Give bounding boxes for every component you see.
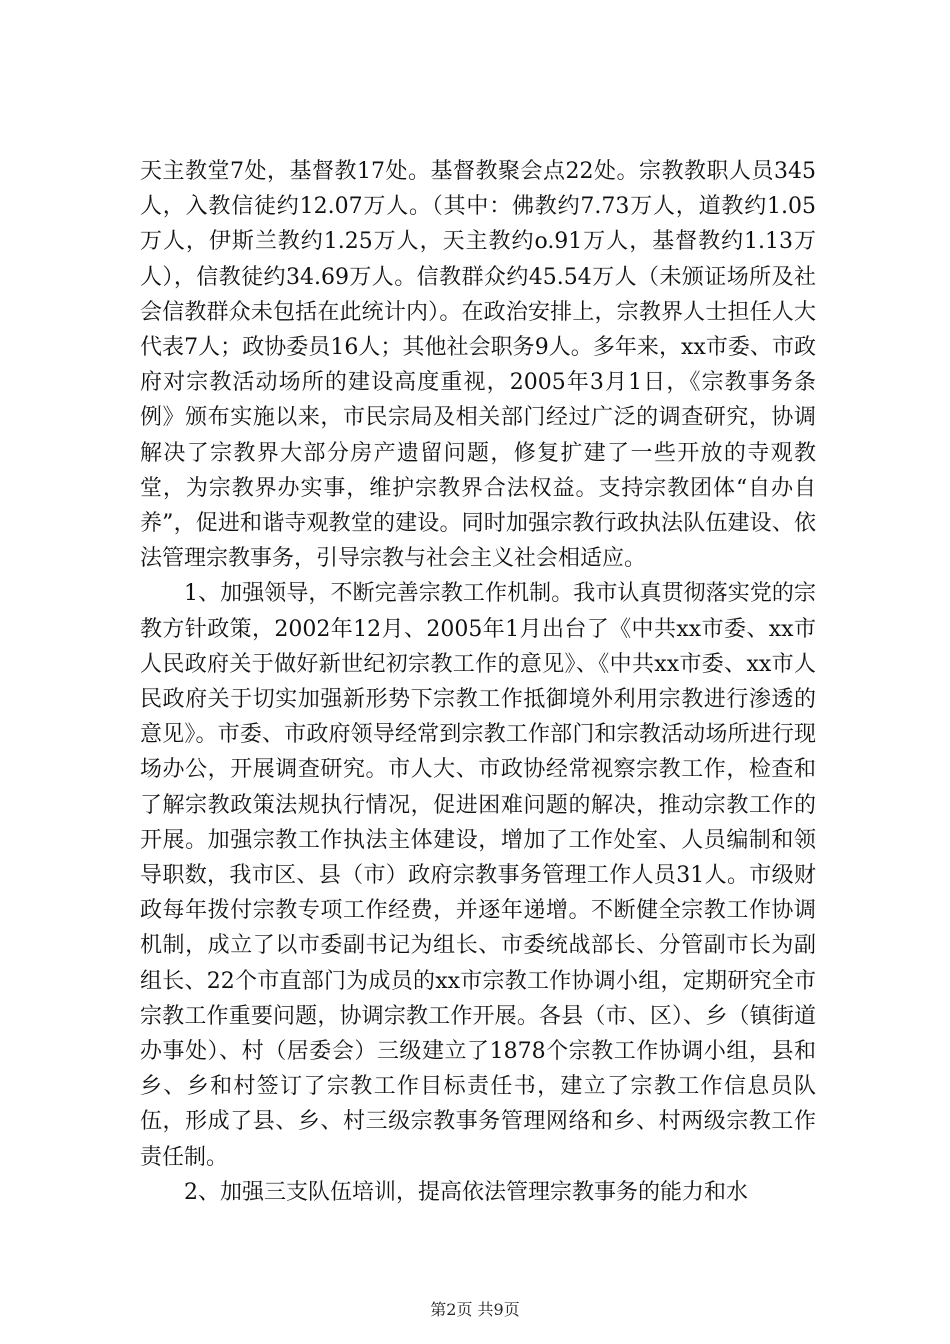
paragraph-leadership: 1、加强领导，不断完善宗教工作机制。我市认真贯彻落实党的宗教方针政策，2002年12月、2005年1月出台了《中共xx市委、xx市人民政府关于做好新世纪初宗教工作的意见》、《中共xx市委、xx市人民政府关于切实加强新形势下宗教工作抵御境外利用宗教进行渗透的意见》。市委、市政府领导经常到宗教工作部门和宗教活动场所进行现场办公，开展调查研究。市人大、市政协经常视察宗教工作，检查和了解宗教政策法规执行情况，促进困难问题的解决，推动宗教工作的开展。加强宗教工作执法主体建设，增加了工作处室、人员编制和领导职数，我市区、县（市）政府宗教事务管理工作人员31人。市级财政每年拨付宗教专项工作经费，并逐年递增。不断健全宗教工作协调机制，成立了以市委副书记为组长、市委统战部长、分管副市长为副组长、22个市直部门为成员的xx市宗教工作协调小组，定期研究全市宗教工作重要问题，协调宗教工作开展。各县（市、区）、乡（镇街道办事处）、村（居委会）三级建立了1878个宗教工作协调小组，县和乡、乡和村签订了宗教工作目标责任书，建立了宗教工作信息员队伍，形成了县、乡、村三级宗教事务管理网络和乡、村两级宗教工作责任制。 bbox=[140, 581, 816, 1170]
paragraph-statistics: 天主教堂7处，基督教17处。基督教聚会点22处。宗教教职人员345人，入教信徒约12.07万人。（其中：佛教约7.73万人，道教约1.05万人，伊斯兰教约1.25万人，天主教约o.91万人，基督教约1.13万人），信教徒约34.69万人。信教群众约45.54万人（未颁证场所及社会信教群众未包括在此统计内）。在政治安排上，宗教界人士担任人大代表7人；政协委员16人；其他社会职务9人。多年来，xx市委、市政府对宗教活动场所的建设高度重视，2005年3月1日，《宗教事务条例》颁布实施以来，市民宗局及相关部门经过广泛的调查研究，协调解决了宗教界大部分房产遗留问题，修复扩建了一些开放的寺观教堂，为宗教界办实事，维护宗教界合法权益。支持宗教团体“自办自养”，促进和谐寺观教堂的建设。同时加强宗教行政执法队伍建设、依法管理宗教事务，引导宗教与社会主义社会相适应。 bbox=[140, 159, 816, 572]
page-number-footer: 第2页 共9页 bbox=[430, 1300, 520, 1319]
paragraph-training: 2、加强三支队伍培训，提高依法管理宗教事务的能力和水 bbox=[184, 1179, 748, 1205]
body-text bbox=[140, 154, 816, 1210]
